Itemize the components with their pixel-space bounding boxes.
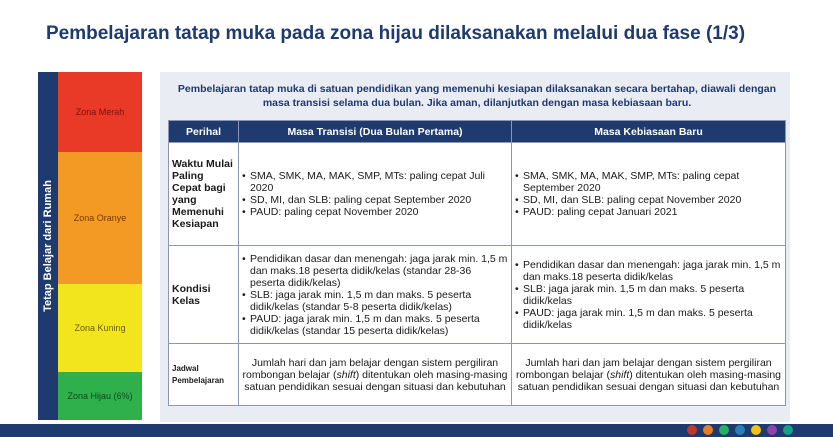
list-item: • PAUD: jaga jarak min. 1,5 m dan maks. 5 peserta didik/kelas (standar 15 peserta didik/kelas) — [242, 313, 508, 337]
list-item: • Pendidikan dasar dan menengah: jaga jarak min. 1,5 m dan maks.18 peserta didik/kelas — [515, 259, 782, 283]
intro-text: Pembelajaran tatap muka di satuan pendidikan yang memenuhi kesiapan dilaksanakan secara bertahap, diawali dengan masa transisi selama dua bulan. Jika aman, dilanjutkan dengan masa kebiasaan baru. — [177, 83, 777, 109]
zone-side-band — [38, 72, 58, 420]
footer-logos — [687, 425, 793, 435]
phase-table — [168, 120, 786, 406]
list-item: • SD, MI, dan SLB: paling cepat September 2020 — [242, 194, 508, 206]
partner-logo-icon — [783, 425, 793, 435]
cell-kebiasaan — [512, 143, 786, 246]
cell-kebiasaan — [512, 246, 786, 344]
list-item: • PAUD: paling cepat Januari 2021 — [515, 206, 782, 218]
zone-merah: Zona Merah — [58, 72, 142, 152]
zone-side-label: Tetap Belajar dari Rumah — [42, 180, 54, 312]
partner-logo-icon — [767, 425, 777, 435]
partner-logo-icon — [703, 425, 713, 435]
list-item: • SMA, SMK, MA, MAK, SMP, MTs: paling cepat Juli 2020 — [242, 170, 508, 194]
list-item: • SMA, SMK, MA, MAK, SMP, MTs: paling cepat September 2020 — [515, 170, 782, 194]
partner-logo-icon — [719, 425, 729, 435]
list-item: • Pendidikan dasar dan menengah: jaga jarak min. 1,5 m dan maks.18 peserta didik/kelas (standar 28-36 peserta didik/kelas) — [242, 253, 508, 289]
row-perihal: Waktu Mulai Paling Cepat bagi yang Memenuhi Kesiapan — [169, 143, 239, 246]
zone-oranye: Zona Oranye — [58, 152, 142, 284]
zone-hijau: Zona Hijau (6%) — [58, 372, 142, 420]
zone-kuning: Zona Kuning — [58, 284, 142, 372]
list-item: • PAUD: paling cepat November 2020 — [242, 206, 508, 218]
row-perihal: Kondisi Kelas — [169, 246, 239, 344]
list-item: • SLB: jaga jarak min. 1,5 m dan maks. 5 peserta didik/kelas — [515, 283, 782, 307]
header-masa-kebiasaan-baru: Masa Kebiasaan Baru — [512, 121, 786, 143]
header-masa-transisi: Masa Transisi (Dua Bulan Pertama) — [239, 121, 512, 143]
cell-transisi — [239, 143, 512, 246]
table-row — [169, 344, 786, 406]
table-row — [169, 143, 786, 246]
list-item: • SD, MI, dan SLB: paling cepat November 2020 — [515, 194, 782, 206]
list-item: • PAUD: jaga jarak min. 1,5 m dan maks. 5 peserta didik/kelas — [515, 307, 782, 331]
cell-transisi: Jumlah hari dan jam belajar dengan sistem pergiliran rombongan belajar (shift) ditentukan oleh masing-masing satuan pendidikan sesuai dengan situasi dan kebutuhan — [239, 344, 512, 406]
row-perihal: Jadwal Pembelajaran — [169, 344, 239, 406]
table-header-row — [169, 121, 786, 143]
table-row — [169, 246, 786, 344]
partner-logo-icon — [751, 425, 761, 435]
footer-bar — [0, 424, 833, 437]
header-perihal: Perihal — [169, 121, 239, 143]
list-item: • SLB: jaga jarak min. 1,5 m dan maks. 5 peserta didik/kelas (standar 5-8 peserta didik/kelas) — [242, 289, 508, 313]
partner-logo-icon — [687, 425, 697, 435]
cell-kebiasaan: Jumlah hari dan jam belajar dengan sistem pergiliran rombongan belajar (shift) ditentukan oleh masing-masing satuan pendidikan sesuai dengan situasi dan kebutuhan — [512, 344, 786, 406]
zone-legend — [38, 72, 142, 420]
partner-logo-icon — [735, 425, 745, 435]
page-title: Pembelajaran tatap muka pada zona hijau dilaksanakan melalui dua fase (1/3) — [46, 23, 746, 44]
cell-transisi — [239, 246, 512, 344]
